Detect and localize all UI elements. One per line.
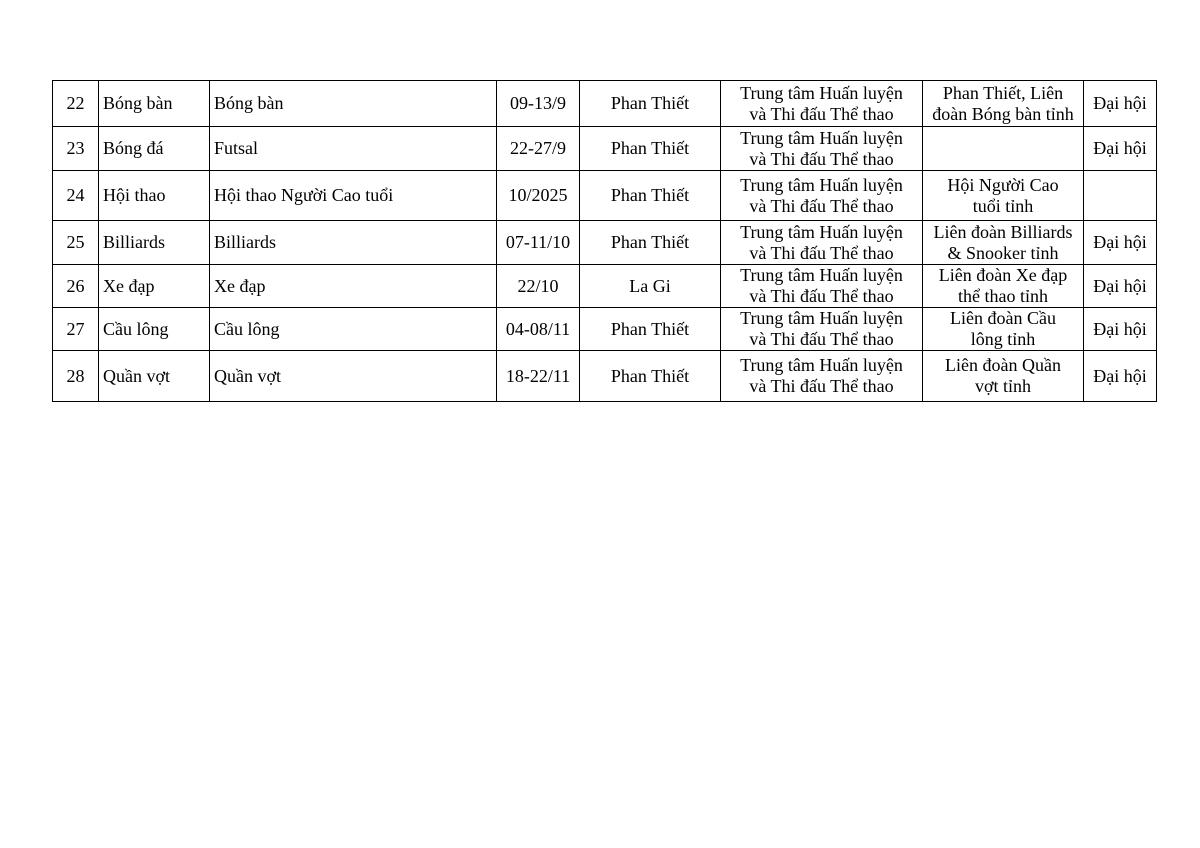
organizer-cell [721,81,923,127]
event-cell: Billiards [210,221,497,265]
organizer-line: Trung tâm Huấn luyện [740,82,903,103]
organizer-line: và Thi đấu Thể thao [749,329,894,349]
organizer-cell [721,221,923,265]
event-schedule-table [52,80,1157,402]
table-row [53,221,1157,265]
table-row [53,308,1157,351]
venue-cell: La Gi [580,265,721,308]
event-cell: Xe đạp [210,265,497,308]
table-row [53,171,1157,221]
venue-cell: Phan Thiết [580,221,721,265]
organizer-line: và Thi đấu Thể thao [749,376,894,396]
coordinator-line: Hội Người Cao [947,174,1059,195]
venue-cell: Phan Thiết [580,127,721,171]
coordinator-line: vợt tỉnh [974,376,1032,396]
coordinator-cell [923,171,1084,221]
sport-cell: Hội thao [99,171,210,221]
coordinator-line: Liên đoàn Xe đạp [938,265,1068,285]
table-row [53,351,1157,402]
coordinator-line: lông tỉnh [970,329,1036,349]
row-number: 27 [53,308,99,351]
coordinator-line: & Snooker tỉnh [947,242,1059,263]
organizer-line: Trung tâm Huấn luyện [740,308,903,328]
coordinator-line: đoàn Bóng bàn tỉnh [932,103,1074,124]
sport-cell: Billiards [99,221,210,265]
note-cell: Đại hội [1084,265,1157,308]
organizer-cell [721,308,923,351]
row-number: 22 [53,81,99,127]
sport-cell: Bóng đá [99,127,210,171]
sport-cell: Cầu lông [99,308,210,351]
organizer-cell [721,171,923,221]
event-cell: Cầu lông [210,308,497,351]
coordinator-line: thể thao tỉnh [958,286,1048,306]
organizer-line: Trung tâm Huấn luyện [740,221,903,242]
date-cell: 04-08/11 [497,308,580,351]
coordinator-line: Liên đoàn Quần [945,355,1061,375]
coordinator-cell [923,351,1084,402]
row-number: 28 [53,351,99,402]
table-row [53,265,1157,308]
organizer-line: Trung tâm Huấn luyện [740,127,903,148]
organizer-line: Trung tâm Huấn luyện [740,355,903,375]
coordinator-line: Liên đoàn Cầu [950,308,1056,328]
coordinator-cell [923,127,1084,171]
row-number: 25 [53,221,99,265]
venue-cell: Phan Thiết [580,351,721,402]
coordinator-cell [923,265,1084,308]
organizer-line: Trung tâm Huấn luyện [740,265,903,285]
note-cell: Đại hội [1084,81,1157,127]
date-cell: 09-13/9 [497,81,580,127]
row-number: 26 [53,265,99,308]
event-cell: Futsal [210,127,497,171]
date-cell: 10/2025 [497,171,580,221]
event-cell: Bóng bàn [210,81,497,127]
organizer-line: và Thi đấu Thể thao [749,195,894,216]
venue-cell: Phan Thiết [580,81,721,127]
organizer-line: và Thi đấu Thể thao [749,103,894,124]
sport-cell: Xe đạp [99,265,210,308]
venue-cell: Phan Thiết [580,171,721,221]
event-cell: Hội thao Người Cao tuổi [210,171,497,221]
note-cell: Đại hội [1084,308,1157,351]
organizer-line: và Thi đấu Thể thao [749,286,894,306]
table-row [53,127,1157,171]
organizer-line: và Thi đấu Thể thao [749,242,894,263]
coordinator-line: Phan Thiết, Liên [942,82,1064,103]
coordinator-cell [923,221,1084,265]
organizer-cell [721,265,923,308]
organizer-cell [721,351,923,402]
sport-cell: Bóng bàn [99,81,210,127]
note-cell [1084,171,1157,221]
coordinator-cell [923,81,1084,127]
coordinator-cell [923,308,1084,351]
coordinator-line: tuổi tỉnh [972,195,1034,216]
date-cell: 07-11/10 [497,221,580,265]
coordinator-line: Liên đoàn Billiards [933,221,1073,242]
note-cell: Đại hội [1084,351,1157,402]
event-cell: Quần vợt [210,351,497,402]
organizer-line: Trung tâm Huấn luyện [740,174,903,195]
date-cell: 22/10 [497,265,580,308]
note-cell: Đại hội [1084,127,1157,171]
date-cell: 22-27/9 [497,127,580,171]
row-number: 24 [53,171,99,221]
row-number: 23 [53,127,99,171]
note-cell: Đại hội [1084,221,1157,265]
organizer-line: và Thi đấu Thể thao [749,148,894,169]
table-row [53,81,1157,127]
date-cell: 18-22/11 [497,351,580,402]
organizer-cell [721,127,923,171]
venue-cell: Phan Thiết [580,308,721,351]
sport-cell: Quần vợt [99,351,210,402]
